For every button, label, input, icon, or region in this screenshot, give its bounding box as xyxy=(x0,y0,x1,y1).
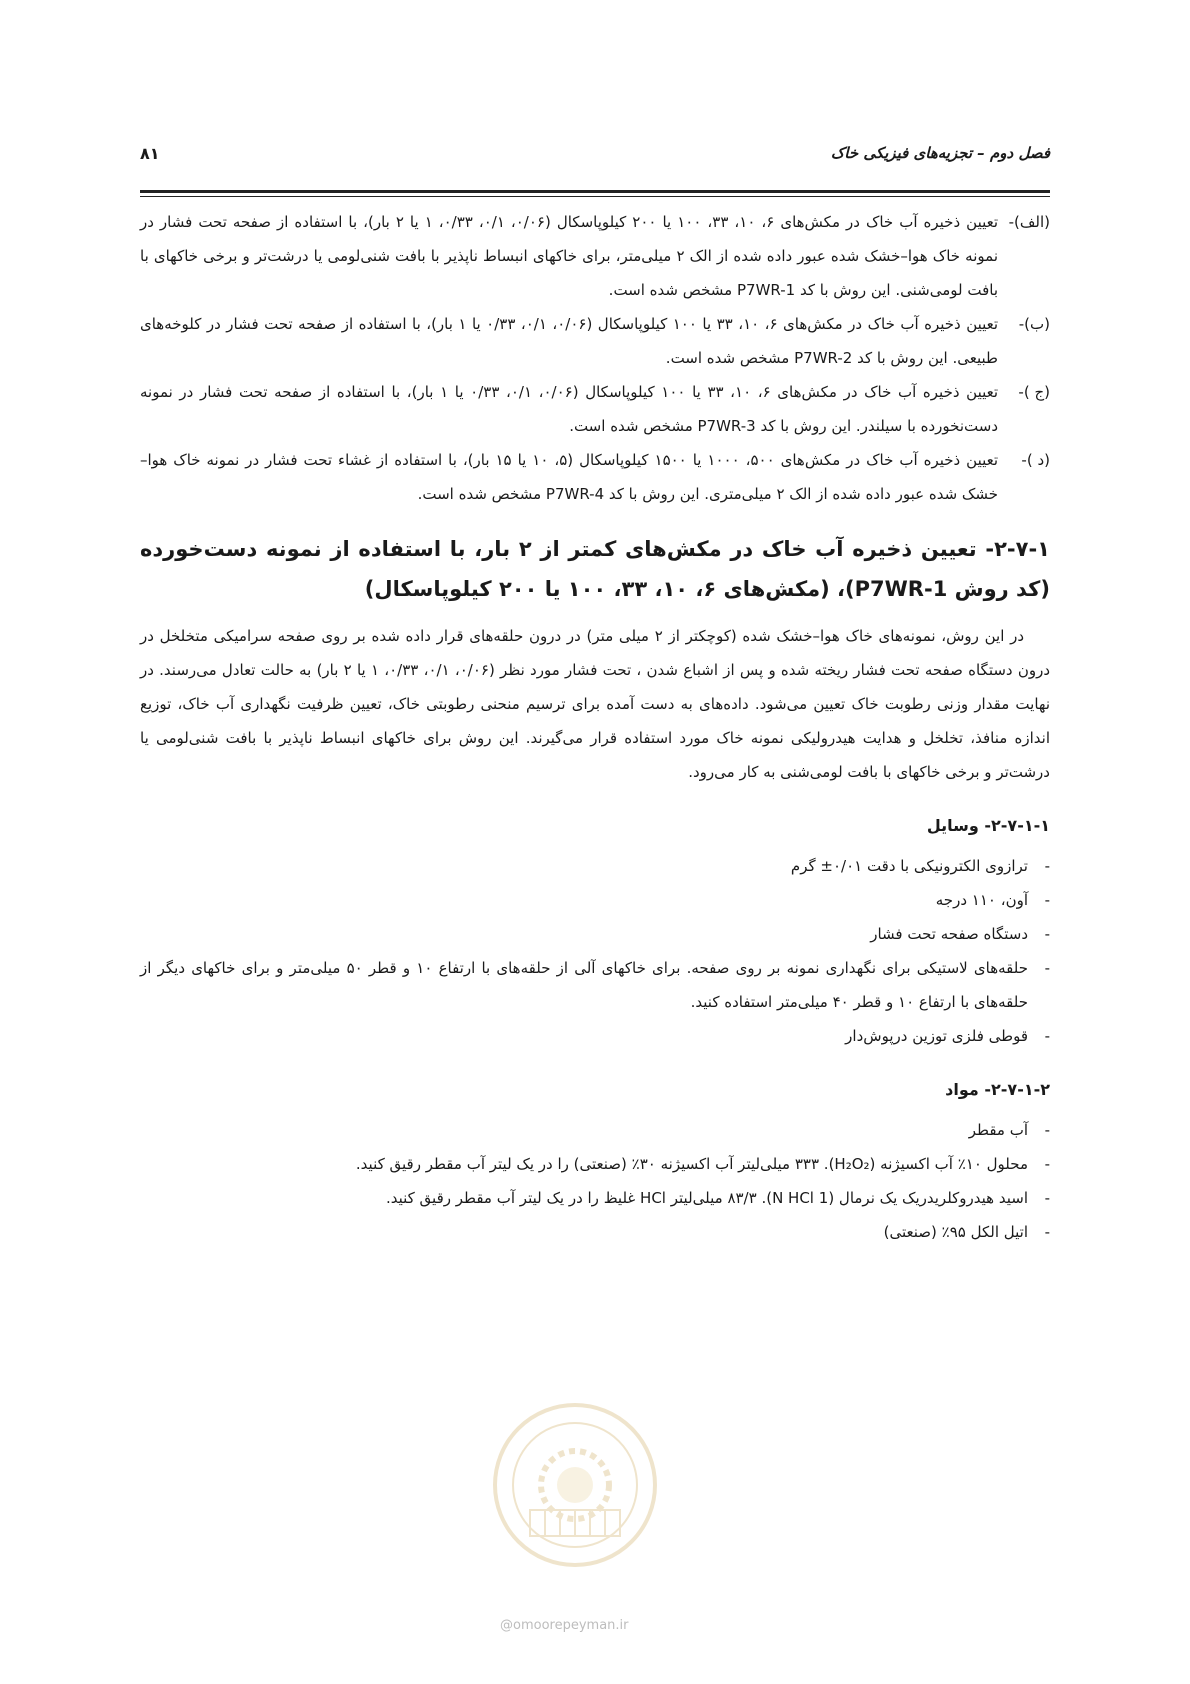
page-number: ۸۱ xyxy=(140,144,160,163)
section-paragraph: در این روش، نمونه‌های خاک هوا–خشک شده (کوچکتر از ۲ میلی متر) در درون حلقه‌های قرار داده شده بر روی صفحه سرامیکی متخلخل در درون دستگاه صفحه تحت فشار ریخته شده و پس از اشباع شدن ، تحت فشار مورد نظر (۰/۰۶، ۰/۱، ۰/۳۳، ۱ یا ۲ بار) به حالت تعادل می‌رسند. در نهایت مقدار وزنی رطوبت خاک تعیین می‌شود. داده‌های به دست آمده برای ترسیم منحنی رطوبتی خاک، تعیین ظرفیت نگهداری آب خاک، توزیع اندازه منافذ، تخلخل و هدایت هیدرولیکی نمونه خاک مورد استفاده قرار می‌گیرند. این روش برای خاکهای انبساط ناپذیر با بافت شنی‌لومی یا درشت‌تر و برخی خاکهای با بافت لومی‌شنی به کار می‌رود. xyxy=(140,627,1051,781)
method-text: تعیین ذخیره آب خاک در مکش‌های ۵۰۰، ۱۰۰۰ یا ۱۵۰۰ کیلوپاسکال (۵، ۱۰ یا ۱۵ بار)، با استفاده از غشاء تحت فشار در نمونه خاک هوا–خشک شده عبور داده شده از الک ۲ میلی‌متری. این روش با کد P7WR-4 مشخص شده است. xyxy=(140,451,999,503)
method-item xyxy=(140,307,1050,375)
method-item xyxy=(140,443,1050,511)
material-item-text: محلول ۱۰٪ آب اکسیژنه (H₂O₂). ۳۳۳ میلی‌لیتر آب اکسیژنه ۳۰٪ (صنعتی) را در یک لیتر آب مقطر رقیق کنید. xyxy=(355,1155,1028,1173)
methods-list xyxy=(140,205,1050,511)
dash-bullet: - xyxy=(1044,959,1050,977)
material-item-text: آب مقطر xyxy=(968,1121,1028,1139)
method-label: (الف)- xyxy=(1008,213,1050,231)
equipment-list xyxy=(140,849,1050,1053)
list-item xyxy=(140,951,1050,1019)
section-heading: ۲-۷-۱- تعیین ذخیره آب خاک در مکش‌های کمتر از ۲ بار، با استفاده از نمونه دست‌خورده (کد روش P7WR-1)، (مکش‌های ۶، ۱۰، ۳۳، ۱۰۰ یا ۲۰۰ کیلوپاسکال) xyxy=(140,537,1050,601)
list-item xyxy=(140,1215,1050,1249)
equipment-item-text: حلقه‌های لاستیکی برای نگهداری نمونه بر روی صفحه. برای خاکهای آلی از حلقه‌های با ارتفاع ۱۰ و قطر ۵۰ میلی‌متر و برای خاکهای دیگر از حلقه‌های با ارتفاع ۱۰ و قطر ۴۰ میلی‌متر استفاده کنید. xyxy=(140,959,1028,1011)
list-item xyxy=(140,849,1050,883)
method-label: (ب)- xyxy=(1018,315,1050,333)
method-text: تعیین ذخیره آب خاک در مکش‌های ۶، ۱۰، ۳۳، ۱۰۰ یا ۲۰۰ کیلوپاسکال (۰/۰۶، ۰/۱، ۰/۳۳، ۱ یا ۲ بار)، با استفاده از صفحه تحت فشار در نمونه خاک هوا–خشک شده عبور داده شده از الک ۲ میلی‌متر، برای خاکهای انبساط ناپذیر با بافت شنی‌لومی یا درشت‌تر و برخی خاکهای با بافت لومی‌شنی. این روش با کد P7WR-1 مشخص شده است. xyxy=(140,213,999,299)
dash-bullet: - xyxy=(1044,891,1050,909)
method-text: تعیین ذخیره آب خاک در مکش‌های ۶، ۱۰، ۳۳ یا ۱۰۰ کیلوپاسکال (۰/۰۶، ۰/۱، ۰/۳۳ یا ۱ بار)، با استفاده از صفحه تحت فشار در نمونه دست‌نخورده با سیلندر. این روش با کد P7WR-3 مشخص شده است. xyxy=(140,383,999,435)
material-item-text: اسید هیدروکلریدریک یک نرمال (1 N HCl). ۸۳/۳ میلی‌لیتر HCl غلیظ را در یک لیتر آب مقطر رقیق کنید. xyxy=(385,1189,1028,1207)
dash-bullet: - xyxy=(1044,1189,1050,1207)
material-item-text: اتیل الکل ۹۵٪ (صنعتی) xyxy=(883,1223,1028,1241)
list-item xyxy=(140,917,1050,951)
page-header xyxy=(140,140,1050,176)
dash-bullet: - xyxy=(1044,1155,1050,1173)
materials-list xyxy=(140,1113,1050,1249)
method-text: تعیین ذخیره آب خاک در مکش‌های ۶، ۱۰، ۳۳ یا ۱۰۰ کیلوپاسکال (۰/۰۶، ۰/۱، ۰/۳۳ یا ۱ بار)، با استفاده از صفحه تحت فشار در کلوخه‌های طبیعی. این روش با کد P7WR-2 مشخص شده است. xyxy=(140,315,999,367)
list-item xyxy=(140,1147,1050,1181)
list-item xyxy=(140,1113,1050,1147)
method-item xyxy=(140,375,1050,443)
watermark-site: @omoorepeyman.ir xyxy=(500,1618,629,1633)
list-item xyxy=(140,1019,1050,1053)
list-item xyxy=(140,1181,1050,1215)
list-item xyxy=(140,883,1050,917)
method-item xyxy=(140,205,1050,307)
dash-bullet: - xyxy=(1044,1027,1050,1045)
dash-bullet: - xyxy=(1044,925,1050,943)
header-rule-thin xyxy=(140,196,1050,197)
dash-bullet: - xyxy=(1044,1121,1050,1139)
equipment-item-text: دستگاه صفحه تحت فشار xyxy=(870,925,1028,943)
method-label: (ج )- xyxy=(1018,383,1050,401)
dash-bullet: - xyxy=(1044,857,1050,875)
dash-bullet: - xyxy=(1044,1223,1050,1241)
at-icon: @ xyxy=(500,1618,513,1633)
equipment-item-text: قوطی فلزی توزین درپوش‌دار xyxy=(845,1027,1028,1045)
materials-heading: ۲-۷-۱-۲- مواد xyxy=(945,1080,1050,1099)
chapter-title: فصل دوم – تجزیه‌های فیزیکی خاک xyxy=(830,144,1050,162)
watermark-seal-icon xyxy=(490,1400,660,1570)
equipment-item-text: ترازوی الکترونیکی با دقت ۰/۰۱± گرم xyxy=(790,857,1028,875)
method-label: (د )- xyxy=(1021,451,1050,469)
equipment-item-text: آون، ۱۱۰ درجه xyxy=(935,891,1028,909)
page-content xyxy=(140,205,1050,1249)
header-rule-thick xyxy=(140,190,1050,193)
equipment-heading: ۲-۷-۱-۱- وسایل xyxy=(926,816,1050,835)
